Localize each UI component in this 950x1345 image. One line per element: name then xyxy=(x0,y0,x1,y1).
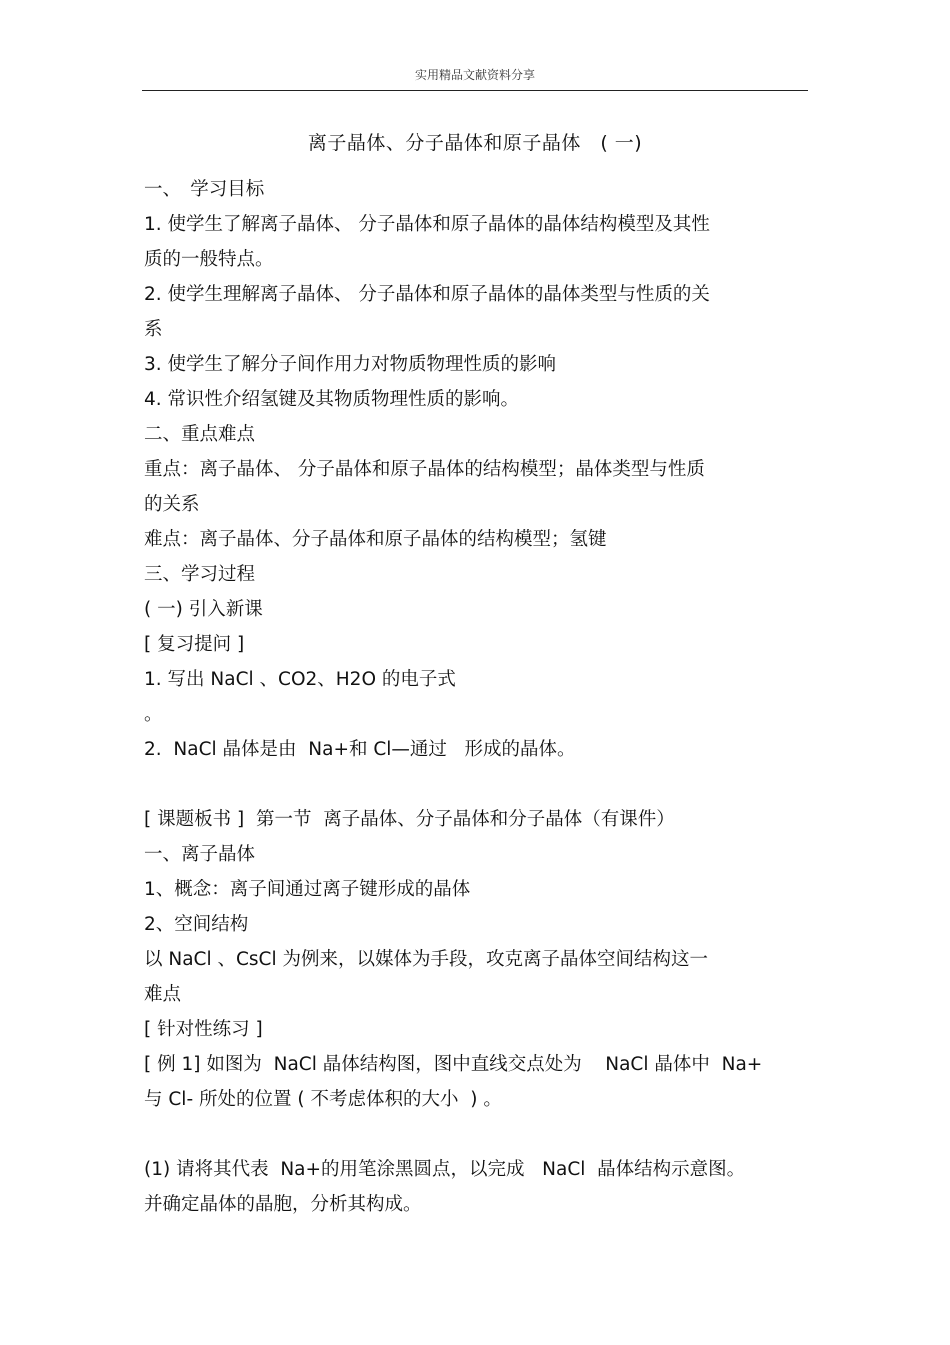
paragraph-line: 2、空间结构 xyxy=(144,914,249,935)
paragraph-line: [ 例 1] 如图为 NaCl 晶体结构图，图中直线交点处为 NaCl 晶体中 Na+ xyxy=(144,1054,763,1075)
section-heading: 二、重点难点 xyxy=(144,424,256,445)
paragraph-line: 1. 使学生了解离子晶体、 分子晶体和原子晶体的晶体结构模型及其性 xyxy=(144,214,710,235)
paragraph-line: [ 课题板书 ] 第一节 离子晶体、分子晶体和分子晶体（有课件） xyxy=(144,809,675,830)
paragraph-line: 以 NaCl 、CsCl 为例来，以媒体为手段，攻克离子晶体空间结构这一 xyxy=(144,949,708,970)
section-heading: 一、离子晶体 xyxy=(144,844,256,865)
paragraph-line: ( 一) 引入新课 xyxy=(144,599,263,620)
document-title: 离子晶体、分子晶体和原子晶体 ( 一) xyxy=(307,132,643,154)
paragraph-line: 难点：离子晶体、分子晶体和原子晶体的结构模型；氢键 xyxy=(144,529,607,550)
paragraph-line: 1. 写出 NaCl 、CO2、H2O 的电子式 xyxy=(144,669,456,690)
blank-line xyxy=(144,1117,810,1152)
paragraph-line: 系 xyxy=(144,319,163,340)
paragraph-line: 4. 常识性介绍氢键及其物质物理性质的影响。 xyxy=(144,389,520,410)
page-header: 实用精品文献资料分享 xyxy=(414,68,535,82)
section-heading: 三、学习过程 xyxy=(144,564,256,585)
paragraph-line: 。 xyxy=(144,704,163,725)
paragraph-line: 难点 xyxy=(144,984,182,1005)
paragraph-line: 质的一般特点。 xyxy=(144,249,274,270)
paragraph-line: 的关系 xyxy=(144,494,200,515)
paragraph-line: 2. NaCl 晶体是由 Na+和 Cl—通过 形成的晶体。 xyxy=(144,739,576,760)
paragraph-line: (1) 请将其代表 Na+的用笔涂黑圆点，以完成 NaCl 晶体结构示意图。 xyxy=(144,1159,746,1180)
paragraph-line: 1、概念：离子间通过离子键形成的晶体 xyxy=(144,879,471,900)
paragraph-line: 并确定晶体的晶胞，分析其构成。 xyxy=(144,1194,422,1215)
paragraph-line: 与 Cl- 所处的位置 ( 不考虑体积的大小 ) 。 xyxy=(144,1089,502,1110)
paragraph-line: [ 复习提问 ] xyxy=(144,634,245,655)
paragraph-line: 3. 使学生了解分子间作用力对物质物理性质的影响 xyxy=(144,354,557,375)
header-rule xyxy=(142,90,808,91)
document-body xyxy=(144,172,810,1222)
paragraph-line: 重点：离子晶体、 分子晶体和原子晶体的结构模型；晶体类型与性质 xyxy=(144,459,705,480)
blank-line xyxy=(144,767,810,802)
paragraph-line: [ 针对性练习 ] xyxy=(144,1019,263,1040)
section-heading: 一、 学习目标 xyxy=(144,179,265,200)
paragraph-line: 2. 使学生理解离子晶体、 分子晶体和原子晶体的晶体类型与性质的关 xyxy=(144,284,710,305)
